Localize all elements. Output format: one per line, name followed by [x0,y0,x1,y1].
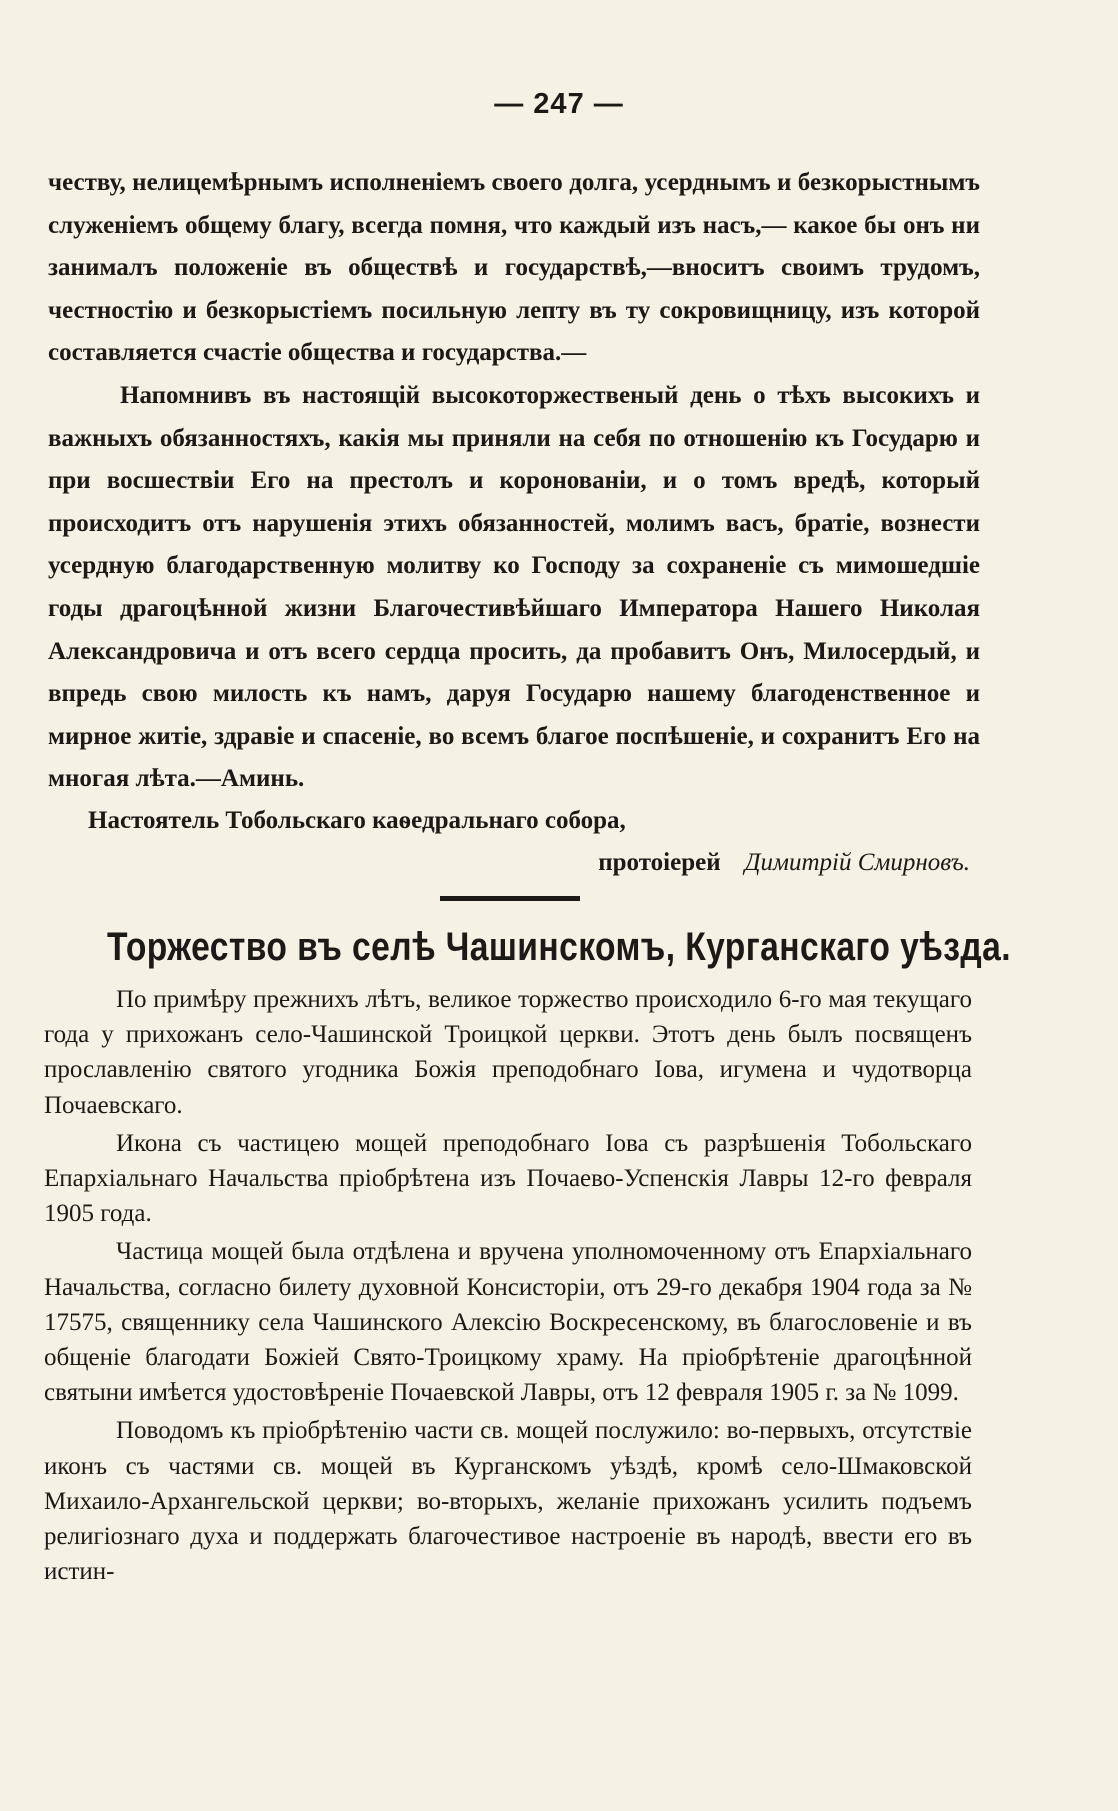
sermon-paragraph: Напомнивъ въ настоящій высокоторжественый день о тѣхъ высокихъ и важныхъ обязанностяхъ, какія мы приняли на себя по отношенію къ Государю и при восшествіи Его на престолъ и коронованіи, и о томъ вредѣ, который происходитъ отъ нарушенія этихъ обязанностей, молимъ васъ, братіе, вознести усердную благодарственную молитву ко Господу за сохраненіе съ мимошедшіе годы драгоцѣнной жизни Благочестивѣйшаго Императора Нашего Николая Александровича и отъ всего сердца просить, да пробавитъ Онъ, Милосердый, и впредь свою милость къ намъ, даруя Государю нашему благоденственное и мирное житіе, здравіе и спасеніе, во всемъ благое поспѣшеніе, и сохранитъ Его на многая лѣта.—Аминь. [48,381,980,793]
article-paragraph: По примѣру прежнихъ лѣтъ, великое торжество происходило 6-го мая текущаго года у прихожанъ село-Чашинской Троицкой церкви. Этотъ день былъ посвященъ прославленію святого угодника Божія преподобнаго Іова, игумена и чудотворца Почаевскаго. [44,986,972,1119]
section-divider [440,896,580,901]
signature-position: Настоятель Тобольскаго каѳедральнаго собора, [88,807,626,834]
page-number: — 247 — [494,88,624,120]
article-paragraph: Частица мощей была отдѣлена и вручена уполномоченному отъ Епархіальнаго Начальства, согласно билету духовной Консисторіи, отъ 29-го декабря 1904 года за № 17575, священнику села Чашинского Алексію Воскресенскому, въ благословеніе и въ общеніе благодати Божіей Свято-Троицкому храму. На пріобрѣтеніе драгоцѣнной святыни имѣется удостовѣреніе Почаевской Лавры, отъ 12 февраля 1905 г. за № 1099. [44,1238,972,1407]
signature-name: Димитрій Смирновъ. [744,849,970,876]
article-paragraph: Икона съ частицею мощей преподобнаго Іова съ разрѣшенія Тобольскаго Епархіальнаго Начальства пріобрѣтена изъ Почаево-Успенскія Лавры 12-го февраля 1905 года. [44,1129,972,1228]
article-title: Торжество въ селѣ Чашинскомъ, Курганскаго уѣзда. [107,925,1011,969]
signature-author-line [48,842,980,884]
article-body [44,982,972,1589]
article-paragraph: Поводомъ къ пріобрѣтенію части св. мощей послужило: во-первыхъ, отсутствіе иконъ съ частями св. мощей въ Курганскомъ уѣздѣ, кромѣ село-Шмаковской Михаило-Архангельской церкви; во-вторыхъ, желаніе прихожанъ усилить подъемъ религіознаго духа и поддержать благочестивое настроеніе въ народѣ, ввести его въ истин- [44,1417,972,1586]
sermon-text [48,162,980,801]
signature-block [48,800,980,884]
signature-title: протоіерей [598,849,721,876]
sermon-paragraph: честву, нелицемѣрнымъ исполненіемъ своего долга, усерднымъ и безкорыстнымъ служеніемъ общему благу, всегда помня, что каждый изъ насъ,— какое бы онъ ни занималъ положеніе въ обществѣ и государствѣ,—вноситъ своимъ трудомъ, честностію и безкорыстіемъ посильную лепту въ ту сокровищницу, изъ которой составляется счастіе общества и государства.— [48,169,980,367]
